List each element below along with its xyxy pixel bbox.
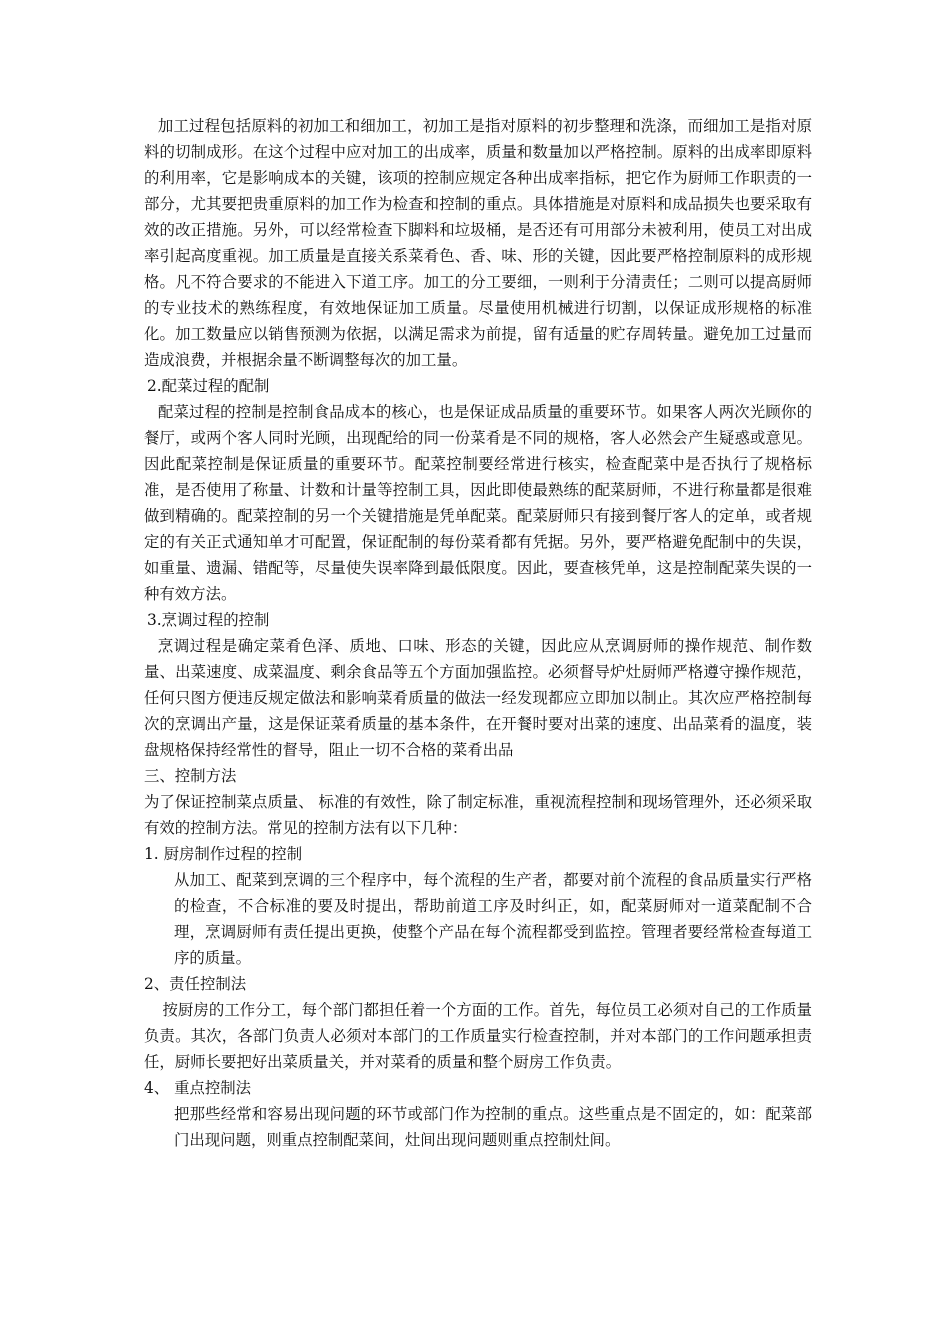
paragraph-pengtiao: 烹调过程是确定菜肴色泽、质地、口味、形态的关键，因此应从烹调厨师的操作规范、制作数量、出菜速度、成菜温度、剩余食品等五个方面加强监控。必须督导炉灶厨师严格遵守操作规范，任何只图方便违反规定做法和影响菜肴质量的做法一经发现都应立即加以制止。其次应严格控制每次的烹调出产量，这是保证菜肴质量的基本条件，在开餐时要对出菜的速度、出品菜肴的温度，装盘规格保持经常性的督导，阻止一切不合格的菜肴出品 — [144, 637, 812, 759]
heading-pengtiao: 3.烹调过程的控制 — [147, 611, 270, 629]
paragraph-method-4: 把那些经常和容易出现问题的环节或部门作为控制的重点。这些重点是不固定的，如：配菜部门出现问题，则重点控制配菜间，灶间出现问题则重点控制灶间。 — [174, 1105, 812, 1149]
paragraph-control-methods: 为了保证控制菜点质量、 标准的有效性，除了制定标准，重视流程控制和现场管理外，还必须采取有效的控制方法。常见的控制方法有以下几种： — [144, 793, 812, 837]
heading-control-methods: 三、控制方法 — [144, 767, 237, 785]
heading-method-2: 2、责任控制法 — [144, 975, 247, 993]
paragraph-processing: 加工过程包括原料的初加工和细加工，初加工是指对原料的初步整理和洗涤，而细加工是指对原料的切制成形。在这个过程中应对加工的出成率，质量和数量加以严格控制。原料的出成率即原料的利用率，它是影响成本的关键，该项的控制应规定各种出成率指标，把它作为厨师工作职责的一部分，尤其要把贵重原料的加工作为检查和控制的重点。具体措施是对原料和成品损失也要采取有效的改正措施。另外，可以经常检查下脚料和垃圾桶，是否还有可用部分未被利用，使员工对出成率引起高度重视。加工质量是直接关系菜肴色、香、味、形的关键，因此要严格控制原料的成形规格。凡不符合要求的不能进入下道工序。加工的分工要细，一则利于分清责任；二则可以提高厨师的专业技术的熟练程度，有效地保证加工质量。尽量使用机械进行切割，以保证成形规格的标准化。加工数量应以销售预测为依据，以满足需求为前提，留有适量的贮存周转量。避免加工过量而造成浪费，并根据余量不断调整每次的加工量。 — [144, 117, 812, 369]
heading-method-1: 1. 厨房制作过程的控制 — [144, 845, 303, 863]
paragraph-peicai: 配菜过程的控制是控制食品成本的核心，也是保证成品质量的重要环节。如果客人两次光顾你的餐厅，或两个客人同时光顾，出现配给的同一份菜肴是不同的规格，客人必然会产生疑惑或意见。因此配菜控制是保证质量的重要环节。配菜控制要经常进行核实，检查配菜中是否执行了规格标准，是否使用了称量、计数和计量等控制工具，因此即使最熟练的配菜厨师，不进行称量都是很难做到精确的。配菜控制的另一个关键措施是凭单配菜。配菜厨师只有接到餐厅客人的定单，或者规定的有关正式通知单才可配置，保证配制的每份菜肴都有凭据。另外，要严格避免配制中的失误，如重量、遗漏、错配等，尽量使失误率降到最低限度。因此，要查核凭单，这是控制配菜失误的一种有效方法。 — [144, 403, 812, 603]
paragraph-method-1: 从加工、配菜到烹调的三个程序中，每个流程的生产者，都要对前个流程的食品质量实行严格的检查，不合标准的要及时提出，帮助前道工序及时纠正，如，配菜厨师对一道菜配制不合理，烹调厨师有责任提出更换，使整个产品在每个流程都受到监控。管理者要经常检查每道工序的质量。 — [174, 871, 812, 967]
heading-method-4: 4、 重点控制法 — [144, 1079, 252, 1097]
paragraph-method-2: 按厨房的工作分工，每个部门都担任着一个方面的工作。首先，每位员工必须对自己的工作质量负责。其次，各部门负责人必须对本部门的工作质量实行检查控制，并对本部门的工作问题承担责任，厨师长要把好出菜质量关，并对菜肴的质量和整个厨房工作负责。 — [144, 1001, 812, 1071]
heading-peicai: 2.配菜过程的配制 — [147, 377, 270, 395]
document-page — [144, 113, 812, 1153]
